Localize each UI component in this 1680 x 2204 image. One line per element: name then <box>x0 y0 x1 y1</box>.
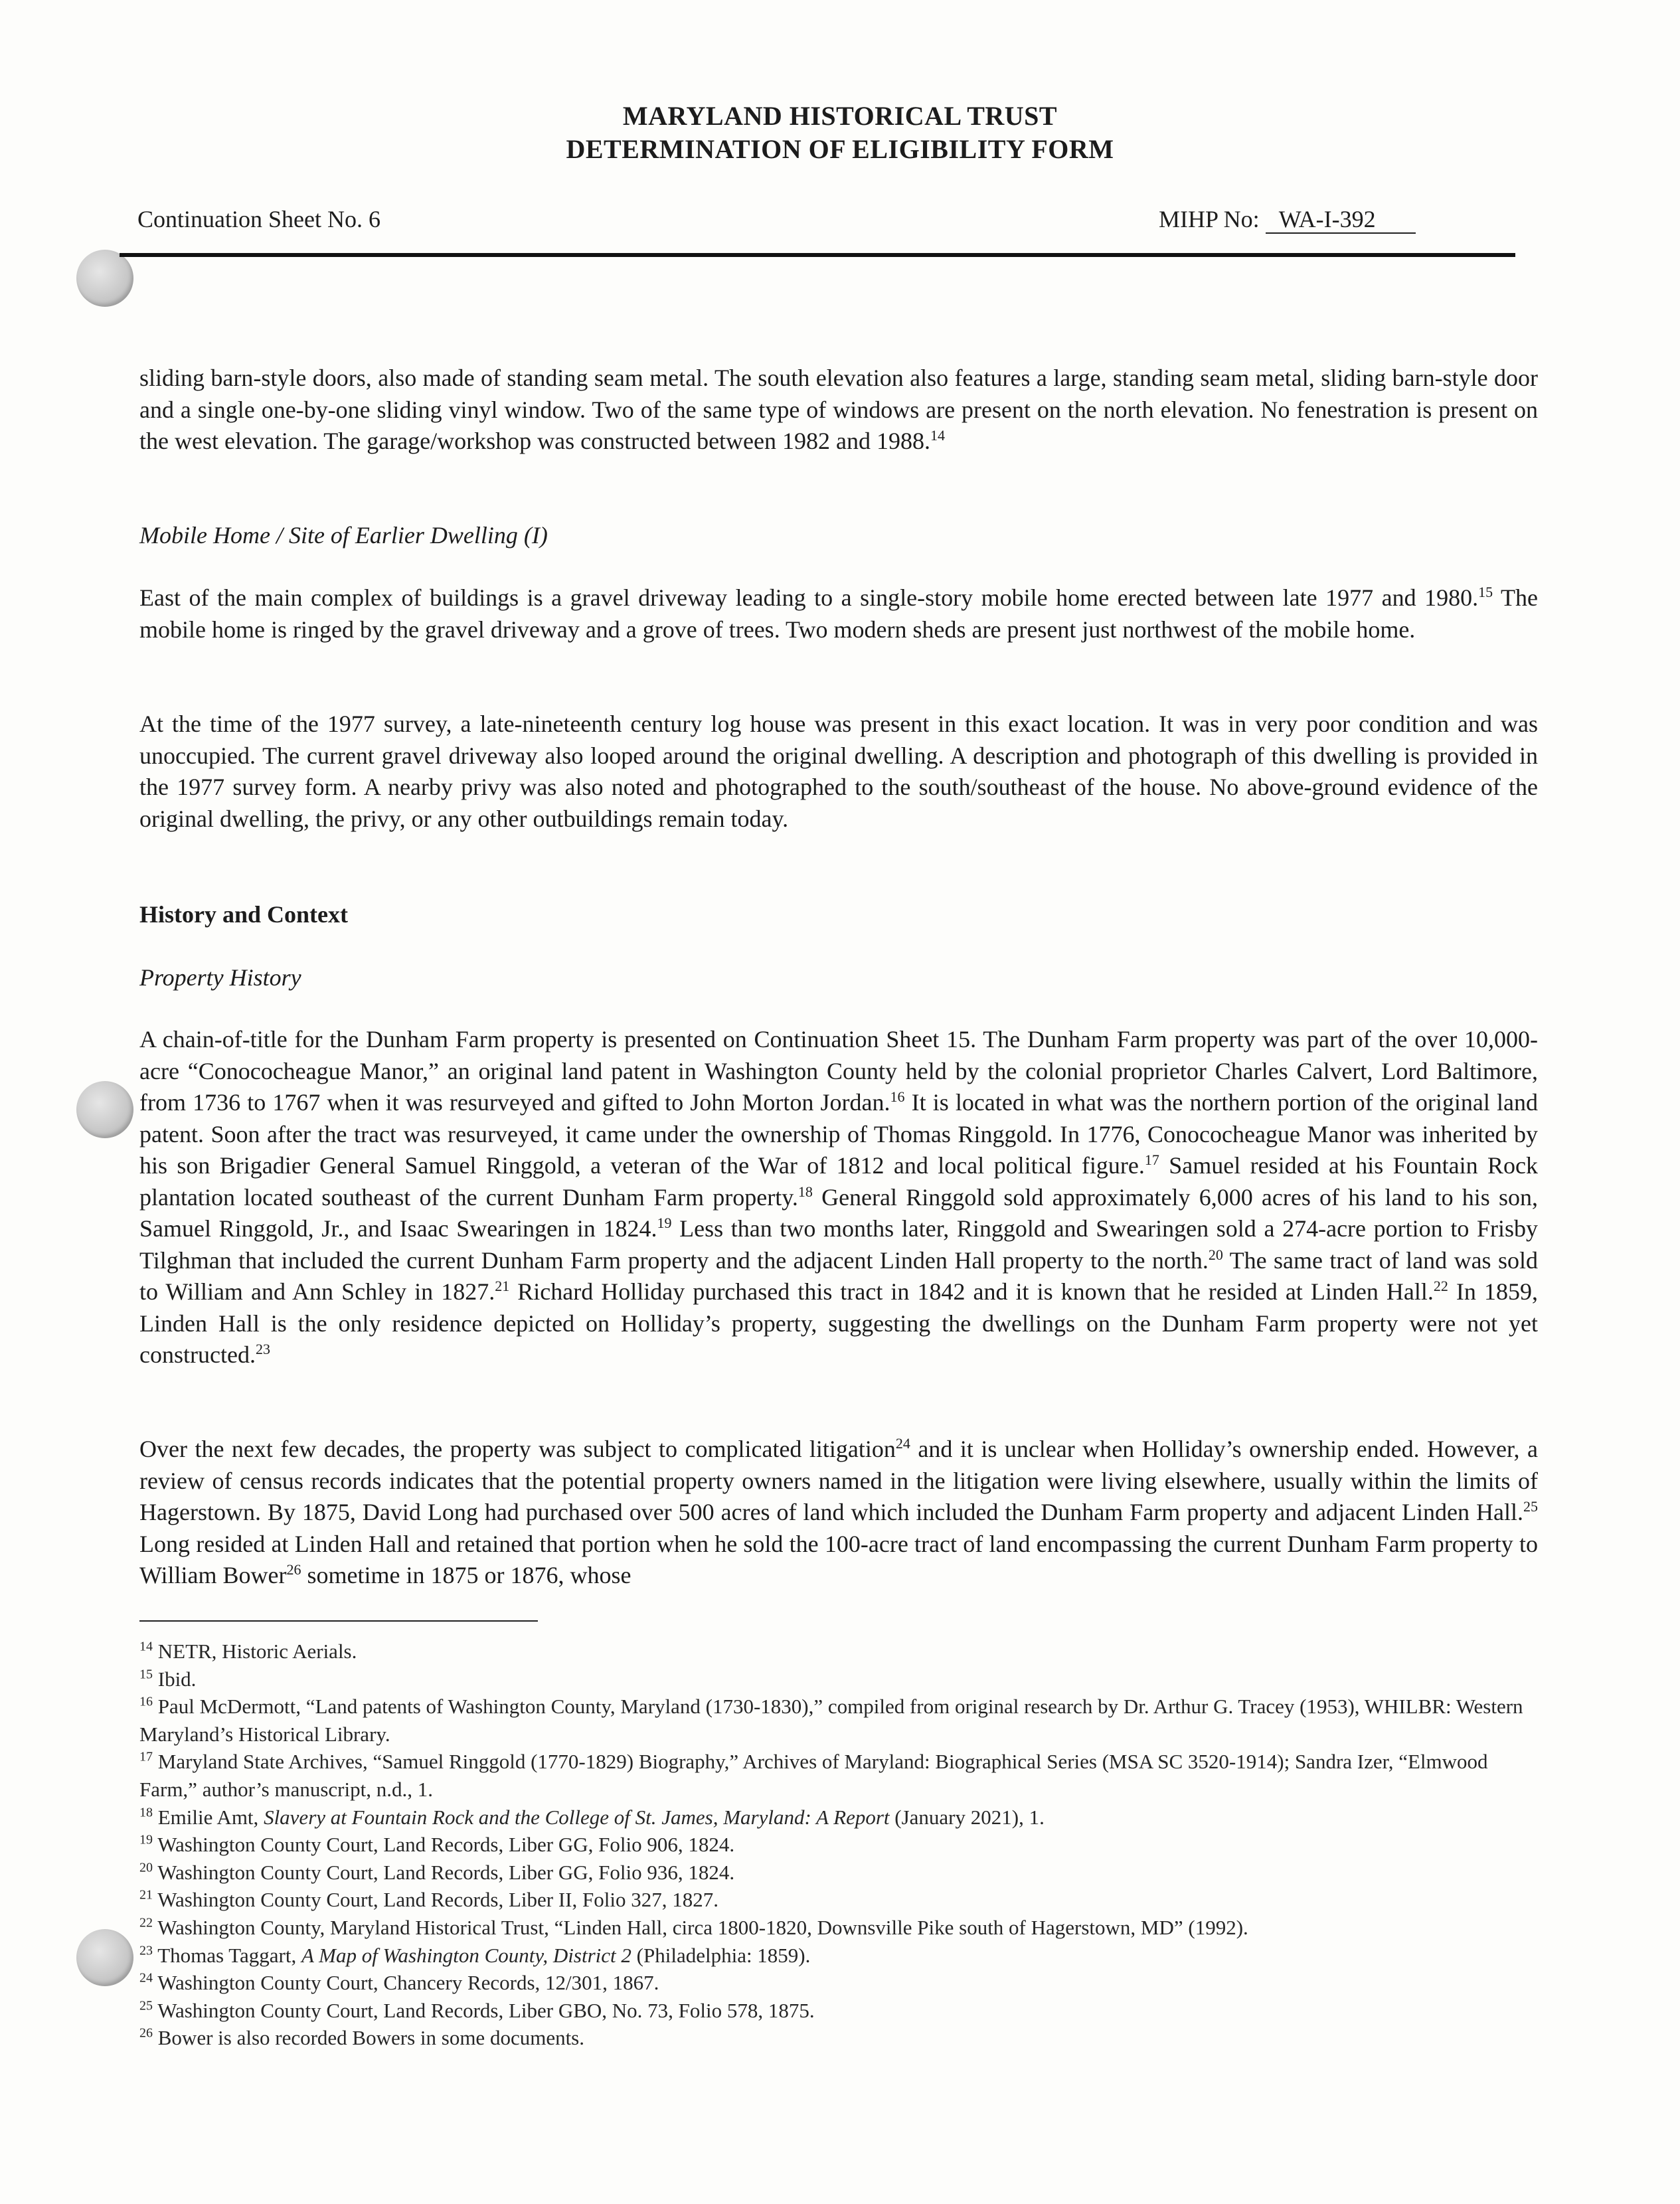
punch-hole-bottom <box>76 1929 133 1986</box>
footnote-ref: 18 <box>798 1183 813 1200</box>
footnote-entry <box>139 1969 1538 1997</box>
mobile-home-heading: Mobile Home / Site of Earlier Dwelling (I) <box>139 522 548 549</box>
paragraph-segment: A chain-of-title for the Dunham Farm property is presented on Continuation Sheet 15. The Dunham Farm property was part of the over 10,000-acre “Conococheague Manor,” an original land patent in Washington County held by the colonial proprietor Charles Calvert, Lord Baltimore, from 1736 to 1767 when it was resurveyed and gifted to John Morton Jordan. <box>139 1026 1538 1116</box>
history-heading: History and Context <box>139 901 348 928</box>
punch-hole-middle <box>76 1081 133 1138</box>
footnote-number: 20 <box>139 1860 153 1875</box>
paragraph-segment: In 1859, Linden Hall is the only residence depicted on Holliday’s property, suggesting the dwellings on the Dunham Farm property were not yet constructed. <box>139 1278 1538 1368</box>
footnote-entry <box>139 1748 1538 1803</box>
mihp-number <box>1159 205 1416 234</box>
footnote-number: 21 <box>139 1888 153 1903</box>
footnote-entry <box>139 1859 1538 1887</box>
paragraph-segment: Richard Holliday purchased this tract in 1842 and it is known that he resided at Linden Hall. <box>509 1278 1434 1305</box>
footnote-number: 14 <box>139 1639 153 1654</box>
paragraph-text: sliding barn-style doors, also made of standing seam metal. The south elevation also features a large, standing seam metal, sliding barn-style door and a single one-by-one sliding vinyl window. Two of the same type of windows are present on the north elevation. No fenestration is present on the west elevation. The garage/workshop was constructed between 1982 and 1988. <box>139 365 1538 454</box>
paragraph-property-history <box>139 1024 1538 1371</box>
paragraph-text: The mobile home is ringed by the gravel driveway and a grove of trees. Two modern sheds are present just northwest of the mobile home. <box>139 584 1538 643</box>
paragraph-litigation <box>139 1434 1538 1592</box>
footnote-text: Paul McDermott, “Land patents of Washington County, Maryland (1730-1830),” compiled from original research by Dr. Arthur G. Tracey (1953), WHILBR: Western Maryland’s Historical Library. <box>139 1695 1523 1746</box>
paragraph-segment: sometime in 1875 or 1876, whose <box>301 1562 631 1588</box>
footnote-text: (Philadelphia: 1859). <box>631 1943 811 1967</box>
footnote-entry <box>139 1997 1538 2025</box>
footnote-list <box>139 1638 1538 2052</box>
footnote-ref: 21 <box>495 1278 510 1294</box>
paragraph-survey <box>139 709 1538 835</box>
footnote-rule <box>139 1620 538 1622</box>
footnote-number: 25 <box>139 1998 153 2013</box>
footnote-number: 26 <box>139 2025 153 2041</box>
footnote-number: 24 <box>139 1970 153 1986</box>
footnote-number: 17 <box>139 1750 153 1765</box>
footnote-text: Washington County Court, Land Records, Liber GBO, No. 73, Folio 578, 1875. <box>157 1998 815 2022</box>
footnote-ref: 20 <box>1208 1246 1223 1263</box>
footnote-ref: 22 <box>1433 1278 1448 1294</box>
footnote-text: Washington County Court, Land Records, Liber GG, Folio 906, 1824. <box>157 1833 735 1857</box>
footnote-ref: 14 <box>930 427 945 444</box>
footnote-text: Washington County Court, Land Records, Liber II, Folio 327, 1827. <box>157 1888 718 1912</box>
punch-hole-top <box>76 250 133 307</box>
footnote-text: Washington County, Maryland Historical Trust, “Linden Hall, circa 1800-1820, Downsville Pike south of Hagerstown, MD” (1992). <box>157 1915 1248 1939</box>
footnote-ref: 16 <box>890 1088 905 1105</box>
paragraph-mobile-home <box>139 582 1538 645</box>
footnote-entry <box>139 1914 1538 1942</box>
footnote-entry <box>139 1831 1538 1859</box>
property-history-heading: Property History <box>139 964 301 991</box>
footnote-entry <box>139 1638 1538 1665</box>
footnote-entry <box>139 1693 1538 1748</box>
footnote-text: Thomas Taggart, <box>157 1943 301 1967</box>
paragraph-segment: and it is unclear when Holliday’s ownership ended. However, a review of census records indicates that the potential property owners named in the litigation were living elsewhere, usually within the limits of Hagerstown. By 1875, David Long had purchased over 500 acres of land which included the Dunham Farm property and adjacent Linden Hall. <box>139 1436 1539 1525</box>
footnote-entry <box>139 2024 1538 2052</box>
footnote-text: NETR, Historic Aerials. <box>157 1640 357 1663</box>
footnote-entry <box>139 1886 1538 1914</box>
footnote-ref: 19 <box>657 1215 672 1231</box>
footnote-text: Washington County Court, Land Records, Liber GG, Folio 936, 1824. <box>157 1860 735 1884</box>
paragraph-text: East of the main complex of buildings is a gravel driveway leading to a single-story mobile home erected between late 1977 and 1980. <box>139 584 1479 611</box>
paragraph-segment: The same tract of land was sold to William and Ann Schley in 1827. <box>139 1246 1538 1305</box>
footnote-text: (January 2021), 1. <box>889 1805 1045 1829</box>
footnote-ref: 17 <box>1144 1151 1159 1168</box>
footnote-title: Slavery at Fountain Rock and the College of St. James, Maryland: A Report <box>264 1805 890 1829</box>
paragraph-text: At the time of the 1977 survey, a late-nineteenth century log house was present in this exact location. It was in very poor condition and was unoccupied. The current gravel driveway also looped around the original dwelling. A description and photograph of this dwelling is provided in the 1977 survey form. A nearby privy was also noted and photographed to the south/southeast of the house. No above-ground evidence of the original dwelling, the privy, or any other outbuildings remain today. <box>139 711 1538 832</box>
org-title: MARYLAND HISTORICAL TRUST <box>622 101 1058 131</box>
paragraph-segment: Long resided at Linden Hall and retained that portion when he sold the 100-acre tract of land encompassing the current Dunham Farm property to William Bower <box>139 1530 1538 1588</box>
footnote-entry <box>139 1942 1538 1970</box>
footnote-text: Bower is also recorded Bowers in some documents. <box>157 2026 585 2050</box>
continuation-sheet-label: Continuation Sheet No. 6 <box>137 206 380 232</box>
footnote-ref: 24 <box>895 1435 910 1452</box>
footnote-title: A Map of Washington County, District 2 <box>301 1943 631 1967</box>
mihp-value: WA-I-392 <box>1266 206 1416 234</box>
paragraph-garage <box>139 363 1538 458</box>
footnote-entry <box>139 1665 1538 1693</box>
footnote-ref: 25 <box>1523 1498 1538 1515</box>
form-title: DETERMINATION OF ELIGIBILITY FORM <box>566 134 1114 164</box>
footnote-ref: 15 <box>1478 584 1493 600</box>
footnote-ref: 26 <box>286 1561 301 1578</box>
footnote-number: 19 <box>139 1832 153 1847</box>
footnote-number: 18 <box>139 1805 153 1820</box>
footnote-text: Ibid. <box>157 1667 197 1691</box>
paragraph-segment: Over the next few decades, the property was subject to complicated litigation <box>139 1436 896 1462</box>
mihp-label: MIHP No: <box>1159 206 1260 232</box>
footnote-ref: 23 <box>255 1341 270 1357</box>
footnote-number: 22 <box>139 1915 153 1930</box>
footnote-text: Emilie Amt, <box>157 1805 264 1829</box>
paragraph-segment: It is located in what was the northern portion of the original land patent. Soon after the tract was resurveyed, it came under the ownership of Thomas Ringgold. In 1776, Conococheague Manor was inherited by his son Brigadier General Samuel Ringgold, a veteran of the War of 1812 and local political figure. <box>139 1089 1539 1179</box>
footnote-number: 23 <box>139 1943 153 1958</box>
footnote-text: Maryland State Archives, “Samuel Ringgold (1770-1829) Biography,” Archives of Maryland: Biographical Series (MSA SC 3520-1914); Sandra Izer, “Elmwood Farm,” author’s manuscript, n.d., 1. <box>139 1750 1488 1801</box>
paragraph-text <box>139 1024 1538 1371</box>
footnote-text: Washington County Court, Chancery Records, 12/301, 1867. <box>157 1971 659 1995</box>
paragraph-segment: Less than two months later, Ringgold and Swearingen sold a 274-acre portion to Frisby Tilghman that included the current Dunham Farm property and the adjacent Linden Hall property to the north. <box>139 1215 1538 1274</box>
footnote-number: 15 <box>139 1667 153 1682</box>
footnote-entry <box>139 1804 1538 1831</box>
paragraph-segment: General Ringgold sold approximately 6,000 acres of his land to his son, Samuel Ringgold, Jr., and Isaac Swearingen in 1824. <box>139 1183 1538 1242</box>
paragraph-text <box>139 1434 1538 1592</box>
paragraph-segment: Samuel resided at his Fountain Rock plantation located southeast of the current Dunham Farm property. <box>139 1152 1538 1211</box>
header-rule <box>120 253 1515 257</box>
footnote-number: 16 <box>139 1694 153 1709</box>
